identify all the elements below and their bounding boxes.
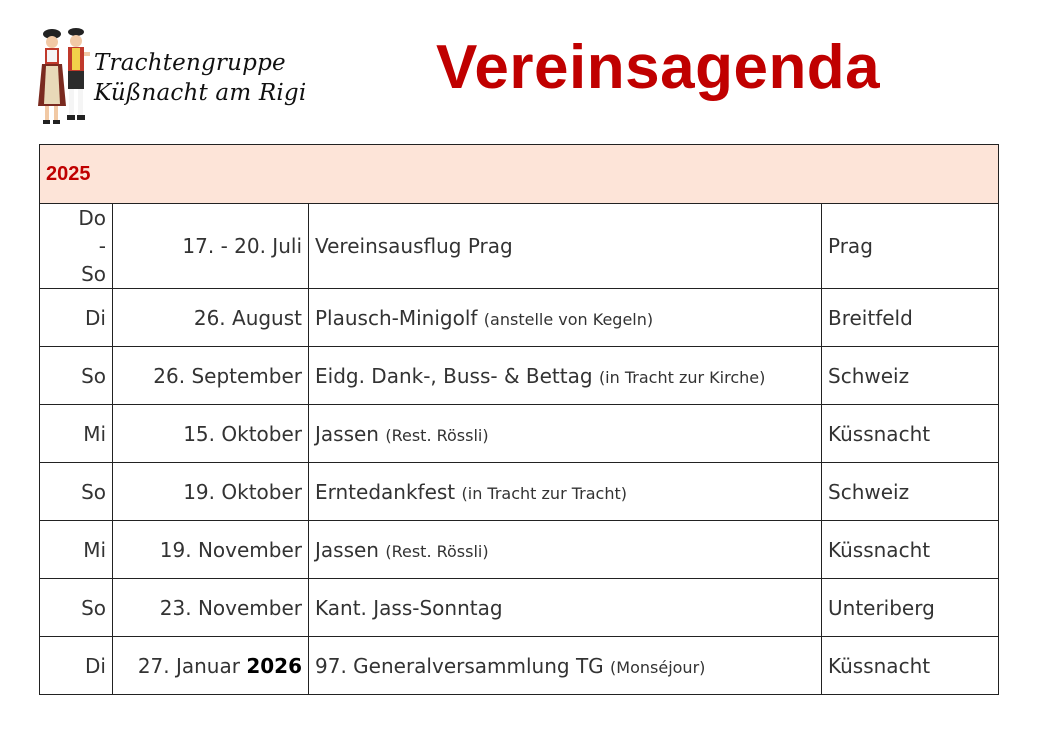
agenda-table bbox=[39, 144, 999, 695]
date-text: 27. Januar bbox=[137, 653, 240, 678]
day-cell: So bbox=[40, 463, 113, 521]
event-cell bbox=[309, 289, 822, 347]
day-cell bbox=[40, 204, 113, 289]
table-row bbox=[40, 347, 999, 405]
event-note: (Rest. Rössli) bbox=[385, 541, 489, 561]
event-title: Plausch-Minigolf bbox=[315, 305, 478, 330]
event-note: (Rest. Rössli) bbox=[385, 425, 489, 445]
date-cell: 17. - 20. Juli bbox=[113, 204, 309, 289]
day-cell: Di bbox=[40, 637, 113, 695]
location-cell: Breitfeld bbox=[822, 289, 999, 347]
location-cell: Schweiz bbox=[822, 463, 999, 521]
event-title: Vereinsausflug Prag bbox=[315, 234, 513, 258]
date-cell: 19. November bbox=[113, 521, 309, 579]
day-start: Do bbox=[78, 206, 106, 230]
location-cell: Küssnacht bbox=[822, 405, 999, 463]
table-row bbox=[40, 579, 999, 637]
table-row bbox=[40, 289, 999, 347]
event-title: Eidg. Dank-, Buss- & Bettag bbox=[315, 363, 593, 388]
club-logo bbox=[38, 26, 313, 130]
day-cell: Mi bbox=[40, 521, 113, 579]
location-cell: Prag bbox=[822, 204, 999, 289]
location-cell: Schweiz bbox=[822, 347, 999, 405]
table-row bbox=[40, 204, 999, 289]
event-cell bbox=[309, 204, 822, 289]
date-cell: 26. August bbox=[113, 289, 309, 347]
page-title: Vereinsagenda bbox=[436, 33, 881, 102]
location-cell: Küssnacht bbox=[822, 521, 999, 579]
event-cell bbox=[309, 579, 822, 637]
table-row bbox=[40, 405, 999, 463]
day-cell: Mi bbox=[40, 405, 113, 463]
year-header-row bbox=[40, 145, 999, 204]
day-end: So bbox=[81, 262, 106, 286]
costume-couple-icon bbox=[38, 26, 94, 130]
location-cell: Unteriberg bbox=[822, 579, 999, 637]
event-note: (in Tracht zur Kirche) bbox=[598, 367, 766, 387]
location-cell: Küssnacht bbox=[822, 637, 999, 695]
date-cell bbox=[113, 637, 309, 695]
day-cell: So bbox=[40, 347, 113, 405]
date-year: 2026 bbox=[246, 653, 302, 678]
event-title: 97. Generalversammlung TG bbox=[315, 653, 604, 678]
event-cell bbox=[309, 347, 822, 405]
event-title: Erntedankfest bbox=[315, 479, 456, 504]
day-separator: - bbox=[98, 234, 106, 258]
table-row bbox=[40, 637, 999, 695]
event-note: (Monséjour) bbox=[610, 657, 706, 677]
year-heading: 2025 bbox=[40, 145, 999, 204]
event-note: (anstelle von Kegeln) bbox=[483, 309, 654, 329]
date-cell: 15. Oktober bbox=[113, 405, 309, 463]
table-row bbox=[40, 463, 999, 521]
date-cell: 26. September bbox=[113, 347, 309, 405]
date-cell: 19. Oktober bbox=[113, 463, 309, 521]
day-cell: So bbox=[40, 579, 113, 637]
event-cell bbox=[309, 521, 822, 579]
event-cell bbox=[309, 463, 822, 521]
day-cell: Di bbox=[40, 289, 113, 347]
logo-line-1: Trachtengruppe bbox=[94, 50, 286, 76]
event-cell bbox=[309, 405, 822, 463]
date-cell: 23. November bbox=[113, 579, 309, 637]
event-title: Jassen bbox=[315, 421, 379, 446]
table-row bbox=[40, 521, 999, 579]
logo-line-2: Küßnacht am Rigi bbox=[94, 80, 307, 106]
event-cell bbox=[309, 637, 822, 695]
event-title: Jassen bbox=[315, 537, 379, 562]
event-note: (in Tracht zur Tracht) bbox=[461, 483, 627, 503]
event-title: Kant. Jass-Sonntag bbox=[315, 595, 503, 620]
